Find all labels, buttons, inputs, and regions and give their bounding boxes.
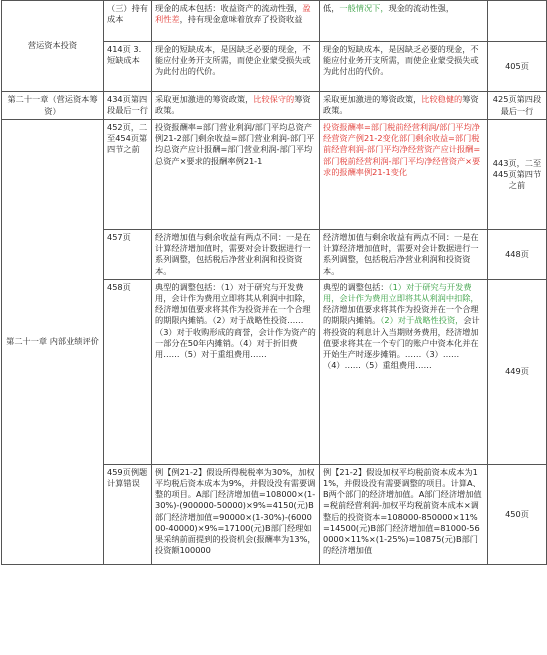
new-page-cell xyxy=(488,1,547,42)
new-page-cell: 425页第四段最后一行 xyxy=(488,92,547,120)
old-text-cell xyxy=(152,42,320,92)
old-text-cell xyxy=(152,230,320,280)
text-segment: （1）对于研究与开发费用，会计作为费用立即将其从利润中扣除， xyxy=(323,281,479,304)
text-segment: A部门经济增加值=108000×(1-30%)-(900000-50000)×9%=4150(元) xyxy=(155,489,316,511)
table-row xyxy=(2,92,547,120)
section-cell: 第二十一章（营运资本筹资） xyxy=(2,92,104,120)
text-segment: 比较保守的 xyxy=(253,94,295,104)
text-segment: 采取更加激进的筹资政策， xyxy=(323,94,422,104)
text-segment: 筹资政策。 xyxy=(323,94,479,116)
old-page-cell: 459页例题计算错误 xyxy=(104,464,152,564)
text-segment: （2）对于战略性投资， xyxy=(380,315,464,326)
old-page-cell: 434页第四段最后一行 xyxy=(104,92,152,120)
text-segment: 盈利性差 xyxy=(155,3,311,25)
old-page-cell: 452页，二至454页第四节之前 xyxy=(104,120,152,230)
text-segment: 例【例21-2】假设所得税税率为30%，加权平均税后资本成本为9%，并假设没有需要调整的项目。 xyxy=(155,466,316,500)
new-text-cell xyxy=(320,464,488,564)
text-segment: 经济增加值与剩余收益有两点不同：一是在计算经济增加值时，需要对会计数据进行一系列调整，包括税后净营业利润和投资资本。 xyxy=(323,232,479,276)
text-segment: 经济增加值与剩余收益有两点不同：一是在计算经济增加值时，需要对会计数据进行一系列调整，包括税后净营业利润和投资资本。 xyxy=(155,232,311,276)
new-text-cell xyxy=(320,42,488,92)
section-cell: 第二十一章 内部业绩评价 xyxy=(2,120,104,565)
text-segment: 例21-2 xyxy=(155,133,182,144)
new-text-cell xyxy=(320,230,488,280)
old-page-cell: 457页 xyxy=(104,230,152,280)
text-segment: ，持有现金意味着放弃了投资收益 xyxy=(179,14,303,25)
old-text-cell xyxy=(152,92,320,120)
new-text-cell xyxy=(320,120,488,230)
old-page-cell: （三）持有成本 xyxy=(104,1,152,42)
text-segment: 投资报酬率=部门税前经营利润/部门平均净经营资产 xyxy=(323,122,480,144)
text-segment: 采取更加激进的筹资政策， xyxy=(155,94,254,104)
text-segment: B部门经理如果采纳前面提到的投资机会(报酬率为13%，投资额100000 xyxy=(155,522,316,556)
table-row xyxy=(2,1,547,42)
text-segment: 一般情况下， xyxy=(339,3,389,13)
text-segment: 例21-1变化 xyxy=(363,166,408,177)
text-segment: 低， xyxy=(323,3,340,13)
text-segment: ……（3）……（4）……（5）重组费用…… xyxy=(323,349,460,371)
new-page-cell: 449页 xyxy=(488,279,547,464)
text-segment: 典型的调整包括：（1）对于研究与开发费用，会计作为费用立即将其从利润中扣除，经济增加值要求将其作为投资并在一个合理的期限内摊销。（2）对于战略性投资……（3）对于收购形成的商誉，会计作为资产的一部分在50年内摊销。（4）对于折旧费用……（5）对于重组费用…… xyxy=(155,281,316,360)
old-text-cell xyxy=(152,1,320,42)
new-text-cell xyxy=(320,1,488,42)
text-segment: 比较稳健的 xyxy=(421,94,463,104)
text-segment: 典型的调整包括： xyxy=(323,281,389,292)
section-cell: 营运资本投资 xyxy=(2,1,104,92)
old-page-cell: 458页 xyxy=(104,279,152,464)
text-segment: 例21-1 xyxy=(235,155,263,166)
new-text-cell xyxy=(320,92,488,120)
text-segment: 部门剩余收益=部门营业利润-部门平均总资产应计报酬=部门营业利润-部门平均总资产×要求的报酬率 xyxy=(155,133,315,166)
text-segment: 经济增加值要求将其作为投资并在一个合理的期限内摊销。 xyxy=(323,304,479,326)
new-page-cell: 450页 xyxy=(488,464,547,564)
text-segment: B部门经济增加值=90000×(1-30%)-(600000-40000)×9%=17100(元) xyxy=(155,500,314,533)
text-segment: 现金的短缺成本，是因缺乏必要的现金，不能应付业务开支所需，而使企业蒙受损失或为此付出的代价。 xyxy=(155,44,311,77)
old-page-cell: 414页 3.短缺成本 xyxy=(104,42,152,92)
table-row xyxy=(2,120,547,230)
new-page-cell: 405页 xyxy=(488,42,547,92)
text-segment: 现金的短缺成本，是因缺乏必要的现金，不能应付业务开支所需，而使企业蒙受损失或为此付出的代价。 xyxy=(323,44,479,77)
new-page-cell: 443页，二至445页第四节之前 xyxy=(488,120,547,230)
text-segment: 现金的流动性强， xyxy=(388,3,455,13)
text-segment: 现金的成本包括： xyxy=(155,3,221,13)
text-segment: 收益资产的流动性强， xyxy=(220,3,303,13)
text-segment: 部门剩余收益=部门税前经营利润-部门平均净经营资产应计报酬=部门税前经营利润-部门平均净经营资产×要求的报酬率 xyxy=(323,133,481,177)
text-segment: 例21-2变化 xyxy=(355,133,399,144)
text-segment: 会计将投资的利息计入当期财务费用，经济增加值要求将其在一个专门的账户中资本化并在开始生产时逐步摊销。 xyxy=(323,315,480,360)
text-segment: 筹资政策。 xyxy=(155,94,311,116)
text-segment: B部门的经济增加值 xyxy=(323,534,478,556)
comparison-table xyxy=(1,0,547,565)
old-text-cell xyxy=(152,120,320,230)
new-text-cell xyxy=(320,279,488,464)
new-page-cell: 448页 xyxy=(488,230,547,280)
text-segment: 例【21-2】假设加权平均税前资本成本为11%，并假设没有需要调整的项目。计算A、B两个部门的经济增加值。 xyxy=(323,466,481,500)
text-segment: B部门经济增加值=81000-560000×11%×(1-25%)=10875(元) xyxy=(323,522,480,545)
old-text-cell xyxy=(152,279,320,464)
text-segment: 投资报酬率=部门营业利润/部门平均总资产 xyxy=(155,122,312,132)
old-text-cell xyxy=(152,464,320,564)
text-segment: A部门经济增加值=税前经营利润-加权平均税前资本成本×调整后的投资资本=108000-850000×11%=14500(元) xyxy=(323,489,482,533)
